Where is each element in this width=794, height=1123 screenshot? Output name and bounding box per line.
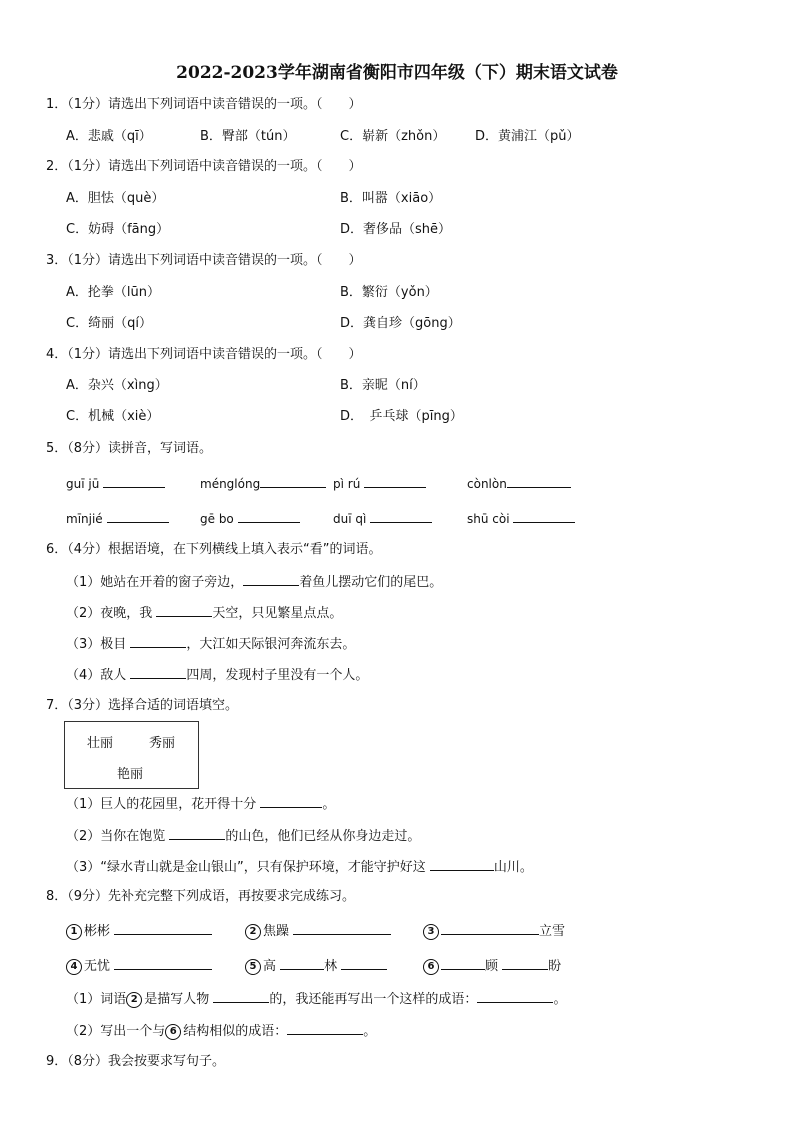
answer-blank[interactable] <box>114 921 212 935</box>
answer-blank[interactable] <box>293 921 391 935</box>
q8-idiom-4: 4 无忧 <box>66 956 212 976</box>
q1-option-b: B．臀部（tún） <box>200 129 296 144</box>
q8-idiom-3: 3 立雪 <box>423 921 565 941</box>
answer-blank[interactable] <box>243 572 299 586</box>
q5-item-8: shū còi <box>467 509 575 528</box>
q8-idiom-5: 5 高 林 <box>245 956 387 976</box>
circled-number: 3 <box>423 924 439 940</box>
answer-blank[interactable] <box>169 826 225 840</box>
q3-option-b: B．繁衍（yǒn） <box>340 285 438 300</box>
answer-blank[interactable] <box>513 509 575 523</box>
q4-option-b: B．亲昵（ní） <box>340 378 426 393</box>
word-bank-item: 秀丽 <box>149 736 176 751</box>
q7-item-3: （3）“绿水青山就是金山银山”，只有保护环境，才能守护好这 山川。 <box>66 857 533 877</box>
q2-option-c: C．妨碍（fāng） <box>66 222 170 237</box>
q1-option-d: D．黄浦江（pǔ） <box>475 129 580 144</box>
q5-item-1: guī jū <box>66 474 165 493</box>
answer-blank[interactable] <box>103 474 165 488</box>
q6-item-4: （4）敌人 四周，发现村子里没有一个人。 <box>66 665 368 685</box>
question-2-stem: 2．（1分）请选出下列词语中读音错误的一项。（ ） <box>46 159 362 174</box>
question-1-stem: 1．（1分）请选出下列词语中读音错误的一项。（ ） <box>46 97 362 112</box>
q5-item-3: pì rú <box>333 474 426 493</box>
q6-item-3: （3）极目 ，大江如天际银河奔流东去。 <box>66 634 355 654</box>
q6-item-1: （1）她站在开着的窗子旁边， 着鱼儿摆动它们的尾巴。 <box>66 572 442 592</box>
question-3-stem: 3．（1分）请选出下列词语中读音错误的一项。（ ） <box>46 253 362 268</box>
circled-number: 6 <box>423 959 439 975</box>
q3-option-c: C．绮丽（qí） <box>66 316 152 331</box>
q5-item-5: mīnjié <box>66 509 169 528</box>
answer-blank[interactable] <box>260 794 322 808</box>
page-title: 2022-2023学年湖南省衡阳市四年级（下）期末语文试卷 <box>176 63 618 83</box>
q7-item-1: （1）巨人的花园里，花开得十分 。 <box>66 794 335 814</box>
q4-option-c: C．机械（xiè） <box>66 409 160 424</box>
answer-blank[interactable] <box>341 956 387 970</box>
q4-option-d: D． 乒乓球（pīng） <box>340 409 463 424</box>
q8-idiom-6: 6 顾 盼 <box>423 956 561 976</box>
circled-number: 5 <box>245 959 261 975</box>
q2-option-b: B．叫嚣（xiāo） <box>340 191 442 206</box>
word-bank-box <box>64 721 199 789</box>
answer-blank[interactable] <box>370 509 432 523</box>
answer-blank[interactable] <box>287 1021 363 1035</box>
q2-option-a: A．胆怯（què） <box>66 191 165 206</box>
q5-item-2: ménglóng <box>200 474 326 493</box>
answer-blank[interactable] <box>441 921 539 935</box>
question-5-stem: 5．（8分）读拼音，写词语。 <box>46 441 213 456</box>
q8-idiom-1: 1 彬彬 <box>66 921 212 941</box>
circled-number: 1 <box>66 924 82 940</box>
answer-blank[interactable] <box>114 956 212 970</box>
answer-blank[interactable] <box>441 956 485 970</box>
q1-option-a: A．悲戚（qī） <box>66 129 152 144</box>
answer-blank[interactable] <box>130 665 186 679</box>
q3-option-a: A．抡拳（lūn） <box>66 285 160 300</box>
q8-sub-1: （1）词语 2 是描写人物 的，我还能再写出一个这样的成语： 。 <box>66 989 566 1009</box>
circled-number: 2 <box>245 924 261 940</box>
answer-blank[interactable] <box>260 474 326 488</box>
answer-blank[interactable] <box>364 474 426 488</box>
q2-option-d: D．奢侈品（shē） <box>340 222 452 237</box>
answer-blank[interactable] <box>507 474 571 488</box>
answer-blank[interactable] <box>156 603 212 617</box>
circled-number: 6 <box>165 1024 181 1040</box>
question-4-stem: 4．（1分）请选出下列词语中读音错误的一项。（ ） <box>46 347 362 362</box>
answer-blank[interactable] <box>107 509 169 523</box>
q5-item-6: gē bo <box>200 509 300 528</box>
q5-item-4: cònlòn <box>467 474 571 493</box>
answer-blank[interactable] <box>238 509 300 523</box>
answer-blank[interactable] <box>477 989 553 1003</box>
q4-option-a: A．杂兴（xìng） <box>66 378 168 393</box>
circled-number: 4 <box>66 959 82 975</box>
question-8-stem: 8．（9分）先补充完整下列成语，再按要求完成练习。 <box>46 889 356 904</box>
circled-number: 2 <box>126 992 142 1008</box>
q7-item-2: （2）当你在饱览 的山色，他们已经从你身边走过。 <box>66 826 420 846</box>
answer-blank[interactable] <box>430 857 494 871</box>
answer-blank[interactable] <box>130 634 186 648</box>
q8-idiom-2: 2 焦躁 <box>245 921 391 941</box>
question-6-stem: 6．（4分）根据语境，在下列横线上填入表示“看”的词语。 <box>46 542 382 557</box>
q6-item-2: （2）夜晚，我 天空，只见繁星点点。 <box>66 603 342 623</box>
answer-blank[interactable] <box>502 956 548 970</box>
q5-item-7: duī qì <box>333 509 432 528</box>
question-9-stem: 9．（8分）我会按要求写句子。 <box>46 1054 226 1069</box>
answer-blank[interactable] <box>280 956 324 970</box>
answer-blank[interactable] <box>213 989 269 1003</box>
word-bank-item: 壮丽 <box>87 736 114 751</box>
q1-option-c: C．崭新（zhǒn） <box>340 129 446 144</box>
question-7-stem: 7．（3分）选择合适的词语填空。 <box>46 698 239 713</box>
q8-sub-2: （2）写出一个与 6 结构相似的成语： 。 <box>66 1021 376 1041</box>
q3-option-d: D．龚自珍（gōng） <box>340 316 461 331</box>
word-bank-item: 艳丽 <box>117 767 144 782</box>
